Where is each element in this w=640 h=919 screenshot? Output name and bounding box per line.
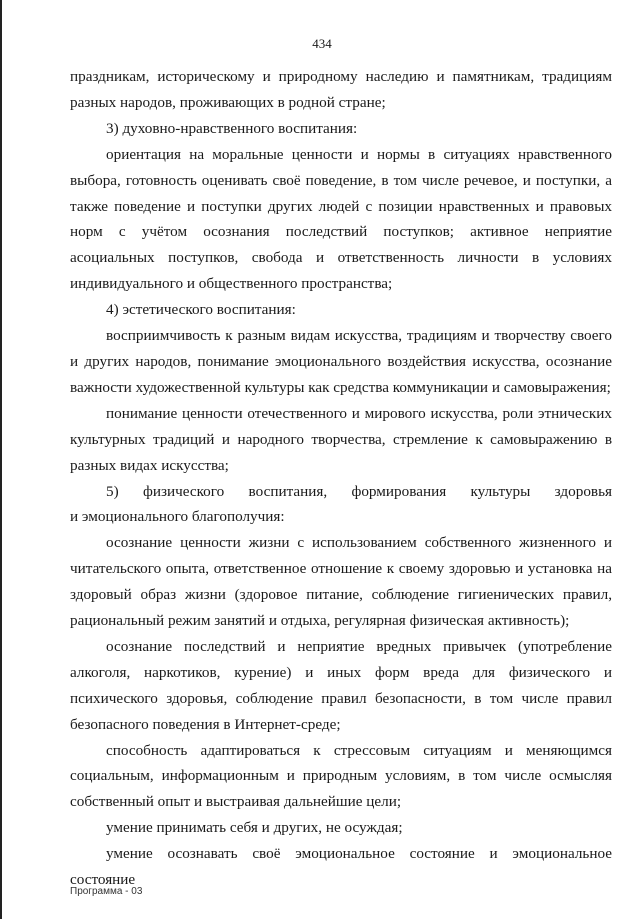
- page-footer: Программа - 03: [70, 886, 143, 897]
- paragraph-stress-adaptation: способность адаптироваться к стрессовым ситуациям и меняющимся социальным, информационным и природным условиям, в том числе осмысляя собственный опыт и выстраивая дальнейшие цели;: [70, 741, 612, 811]
- paragraph-art-value: понимание ценности отечественного и мирового искусства, роли этнических культурных традиций и народного творчества, стремление к самовыражению в разных видах искусства;: [70, 404, 612, 474]
- paragraph-heritage-continuation: праздникам, историческому и природному наследию и памятникам, традициям разных народов, проживающих в родной стране;: [70, 68, 612, 111]
- heading-spiritual-moral-education: 3) духовно-нравственного воспитания:: [106, 119, 358, 137]
- heading-physical-education-continuation: и эмоционального благополучия:: [70, 508, 285, 526]
- paragraph-moral-values: ориентация на моральные ценности и нормы в ситуациях нравственного выбора, готовность оценивать своё поведение, в том числе речевое, и поступки, а также поведение и поступки других людей с позиции нравственных и правовых норм с учётом осознания последствий поступков; активное неприятие асоциальных поступков, свобода и ответственность личности в условиях индивидуального и общественного пространства;: [70, 145, 612, 293]
- paragraph-emotional-awareness: умение осознавать своё эмоциональное состояние и эмоциональное состояние: [70, 845, 612, 889]
- page-number: 434: [312, 36, 332, 51]
- paragraph-art-receptivity: восприимчивость к разным видам искусства, традициям и творчеству своего и других народов, понимание эмоционального воздействия искусства, осознание важности художественной культуры как средства коммуникации и самовыражения;: [70, 327, 612, 396]
- paragraph-harmful-habits: осознание последствий и неприятие вредных привычек (употребление алкоголя, наркотиков, курение) и иных форм вреда для физического и психического здоровья, соблюдение правил безопасности, в том числе правил безопасного поведения в Интернет-среде;: [70, 637, 612, 733]
- heading-physical-education: 5) физического воспитания, формирования культуры здоровья: [106, 482, 612, 500]
- page-content: [70, 64, 612, 893]
- paragraph-self-acceptance: умение принимать себя и других, не осуждая;: [106, 819, 403, 837]
- heading-aesthetic-education: 4) эстетического воспитания:: [106, 301, 296, 319]
- paragraph-life-value: осознание ценности жизни с использованием собственного жизненного и читательского опыта, ответственное отношение к своему здоровью и установка на здоровый образ жизни (здоровое питание, соблюдение гигиенических правил, рациональный режим занятий и отдыха, регулярная физическая активность);: [70, 534, 612, 630]
